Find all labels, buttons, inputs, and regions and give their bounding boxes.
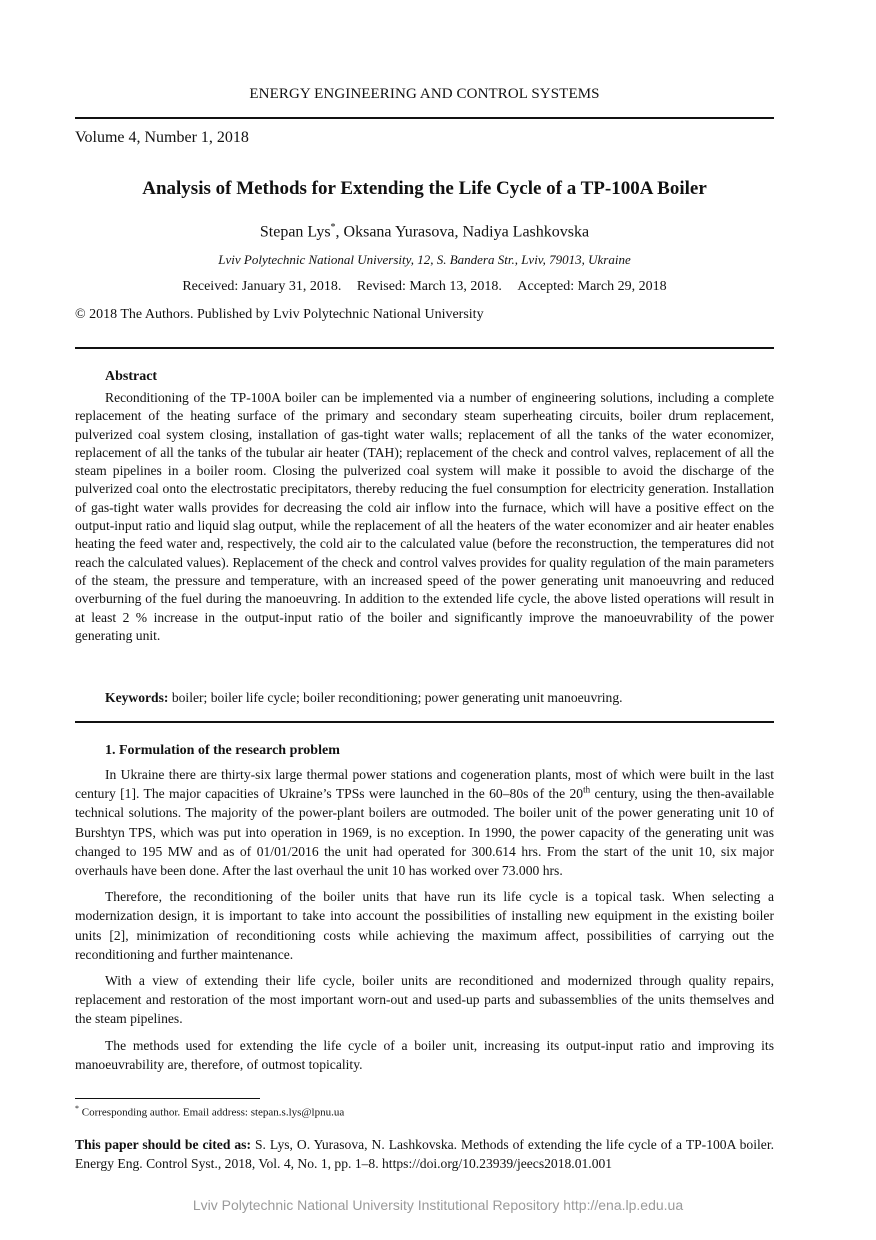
repository-footer: Lviv Polytechnic National University Institutional Repository http://ena.lp.edu.ua [192, 1197, 684, 1213]
footnote-rule [75, 1098, 260, 1099]
paragraph-1-part-b: century, using the then-available technical solutions. The majority of the power-plant boilers are outmoded. The boiler unit of the power generating unit 10 of Burshtyn TPS, which was put into operation in 1969, is no exception. In 1990, the power capacity of the generating unit was changed to 195 MW and as of 01/01/2016 the unit had operated for 300.614 hrs. From the start of the unit 10, six major overhauls have been done. After the last overhaul the unit 10 has worked over 73.000 hrs. [75, 786, 774, 879]
revised-date: Revised: March 13, 2018. [356, 279, 502, 294]
paragraph-4: The methods used for extending the life cycle of a boiler unit, increasing its output-input ratio and improving its manoeuvrability are, therefore, of outmost topicality. [75, 1037, 774, 1072]
paragraph-1-part-a: In Ukraine there are thirty-six large thermal power stations and cogeneration plants, most of which were built in the last century [1]. The major capacities of Ukraine’s TPSs were launched in the 60–80s of the 20 [75, 767, 774, 802]
author-first: Stepan Lys [259, 223, 331, 241]
paragraph-3: With a view of extending their life cycle, boiler units are reconditioned and modernized through quality repairs, replacement and restoration of the most important worn-out and used-up parts and subassemblies of the units themselves and the steam pipelines. [75, 973, 774, 1027]
volume-info: Volume 4, Number 1, 2018 [75, 129, 249, 146]
paragraph-1 [75, 765, 774, 880]
citation-text: S. Lys, O. Yurasova, N. Lashkovska. Methods of extending the life cycle of a TP-100A boiler. Energy Eng. Control Syst., 2018, Vol. 4, No. 1, pp. 1–8. https://doi.org/10.23939/jeecs2018.01.001 [75, 1137, 774, 1171]
footnote-text: Corresponding author. Email address: stepan.s.lys@lpnu.ua [79, 1106, 345, 1119]
abstract-heading: Abstract [105, 369, 158, 384]
article-dates [75, 279, 774, 295]
author-rest: , Oksana Yurasova, Nadiya Lashkovska [335, 223, 590, 241]
abstract-top-rule [75, 347, 774, 349]
article-title: Analysis of Methods for Extending the Life Cycle of a TP-100A Boiler [142, 178, 707, 199]
affiliation: Lviv Polytechnic National University, 12, S. Bandera Str., Lviv, 79013, Ukraine [218, 252, 631, 267]
footnote [75, 1104, 344, 1119]
author-list [75, 222, 774, 241]
header-rule [75, 117, 774, 119]
ordinal-superscript: th [583, 784, 591, 795]
citation-label: This paper should be cited as: [75, 1137, 251, 1152]
keywords-text: boiler; boiler life cycle; boiler reconditioning; power generating unit manoeuvring. [168, 690, 623, 705]
journal-name: ENERGY ENGINEERING AND CONTROL SYSTEMS [249, 86, 600, 102]
keywords-line [105, 690, 623, 706]
corresponding-mark: * [330, 222, 336, 233]
citation [75, 1136, 774, 1173]
abstract-text: Reconditioning of the TP-100A boiler can be implemented via a number of engineering solutions, including a complete replacement of the heating surface of the primary and secondary steam superheating circuits, boiler drum replacement, pulverized coal system closing, installation of gas-tight water walls; replacement of all the tanks of the water economizer, replacement of all the tanks of the tubular air heater (TAH); replacement of the check and control valves, replacement of all the steam pipelines in a boiler room. Closing the pulverized coal system will make it possible to avoid the discharge of the pulverized coal onto the electrostatic precipitators, thereby reducing the fuel consumption for electricity generation. Installation of gas-tight water walls provides for decreasing the cold air inflow into the furnace, which will have a positive effect on the output-input ratio and liquid slag output, while the replacement of all the heaters of the water economizer and air heater enables heating the feed water and, respectively, the cold air to the calculated value (before the reconstruction, the temperatures did not reach the calculated values). Replacement of the check and control valves provides for quality regulation of the main parameters of the steam, the pressure and temperature, with an increased speed of the power generating unit manoeuvring and reduced overburning of the fuel during the manoeuvring. In addition to the extended life cycle, the above listed operations will result in at least 2 % increase in the output-input ratio of the boiler and significantly improve the manoeuvrability of the power generating unit. [75, 390, 774, 643]
section-heading: 1. Formulation of the research problem [105, 743, 340, 758]
keywords-label: Keywords: [105, 690, 169, 705]
paragraph-2: Therefore, the reconditioning of the boiler units that have run its life cycle is a topical task. When selecting a modernization design, it is important to take into account the possibilities of installing new equipment in the existing boiler units [2], minimization of reconditioning costs while achieving the maximum affect, possibilities of carrying out the reconditioning and further maintenance. [75, 889, 774, 962]
copyright-line: © 2018 The Authors. Published by Lviv Polytechnic National University [75, 307, 484, 322]
footnote-mark: * [75, 1104, 79, 1113]
accepted-date: Accepted: March 29, 2018 [517, 279, 667, 294]
abstract-bottom-rule [75, 721, 774, 723]
received-date: Received: January 31, 2018. [182, 279, 342, 294]
section-body [75, 765, 774, 1081]
